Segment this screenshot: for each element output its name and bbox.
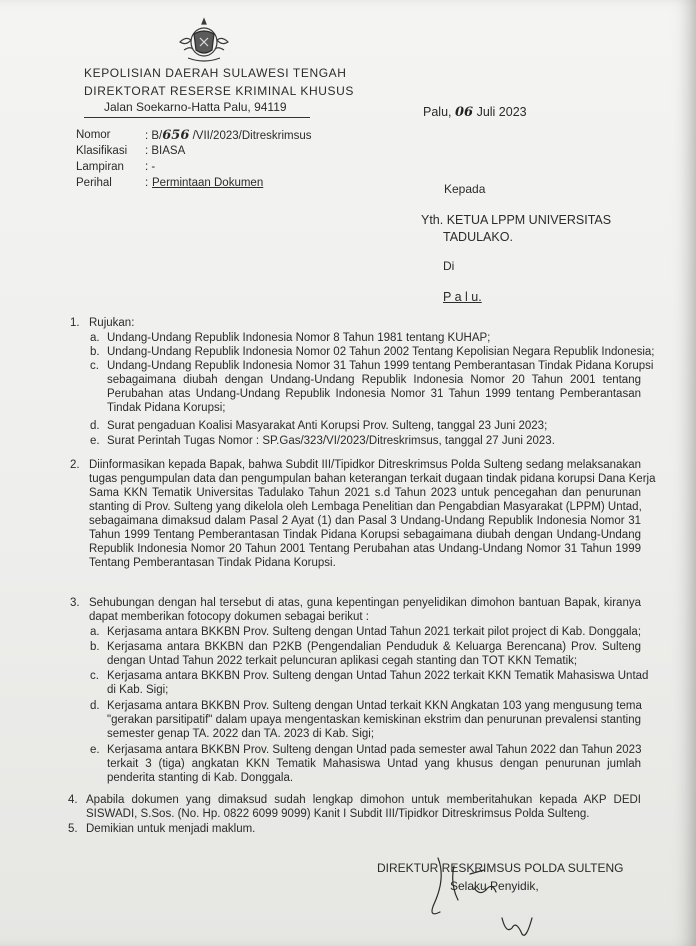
p1e-letter: e. [90,435,100,447]
p1a-letter: a. [90,332,100,344]
org-name-line2: DIREKTORAT RESERSE KRIMINAL KHUSUS [84,84,355,98]
p3c-text-line2: di Kab. Sigi; [107,684,169,696]
p3c-text-line1: Kerjasama antara BKKBN Prov. Sulteng dengan Untad Tahun 2022 terkait KKN Tematik Mahasiswa Untad [107,670,649,682]
handwritten-signature [410,848,540,943]
klasifikasi-label: Klasifikasi [76,145,128,157]
p1c-text-line2: sebagaimana diubah dengan Undang-Undang Republik Indonesia Nomor 20 Tahun 2001 tentang [107,374,641,386]
lampiran-value: : - [145,161,156,173]
p3d-text-line3: semester genap TA. 2022 dan TA. 2023 di Kab. Sigi; [107,728,375,740]
recipient-di: Di [443,259,455,273]
p1c-letter: c. [90,360,99,372]
p3d-text-line2: "gerakan parsitipatif" dalam upaya mengentaskan kemiskinan ekstrim dan penurunan prevalensi stanting [107,714,641,726]
p2-line1: Diinformasikan kepada Bapak, bahwa Subdit III/Tipidkor Ditreskrimsus Polda Sulteng sedang melaksanakan [89,459,641,471]
p1a-text: Undang-Undang Republik Indonesia Nomor 8 Tahun 1981 tentang KUHAP; [107,332,491,344]
kepada-label: Kepada [444,182,486,196]
letter-date [423,106,527,119]
p3e-text-line2: terkait 3 (tiga) angkatan KKN Tematik Mahasiswa Untad yang khusus dengan penurunan jumlah [107,758,641,770]
p5-number: 5. [68,823,78,835]
p3-line2: dapat memberikan fotocopy dokumen sebagai berikut : [89,611,369,623]
p1-title: Rujukan: [89,317,135,329]
p2-line4: stanting di Prov. Sulteng yang dikelola oleh Lembaga Penelitian dan Pengabdian Masyarakat (LPPM) Untad, [89,501,642,513]
p1-number: 1. [70,317,80,329]
recipient-city: P a l u. [443,290,482,304]
p3-line1: Sehubungan dengan hal tersebut di atas, guna kepentingan penyelidikan dimohon bantuan Bapak, kiranya [89,597,641,609]
p3e-text-line1: Kerjasama antara BKKBN Prov. Sulteng dengan Untad pada semester awal Tahun 2022 dan Tahun 2023 [107,744,642,756]
p3e-letter: e. [90,744,100,756]
nomor-label: Nomor [76,129,111,141]
org-name-line1: KEPOLISIAN DAERAH SULAWESI TENGAH [84,66,347,80]
p2-line7: Republik Indonesia Nomor 20 Tahun 2001 Tentang Perubahan atas Undang-Undang Nomor 31 Tahun 1999 [89,543,641,555]
recipient-line2: TADULAKO. [443,230,513,244]
date-month-year: Juli 2023 [476,105,527,119]
police-crest-logo [176,16,232,64]
lampiran-label: Lampiran [76,161,124,173]
perihal-value: Permintaan Dokumen [152,177,264,189]
p1e-text: Surat Perintah Tugas Nomor : SP.Gas/323/VI/2023/Ditreskrimsus, tanggal 27 Juni 2023. [107,435,555,447]
p1d-text: Surat pengaduan Koalisi Masyarakat Anti Korupsi Prov. Sulteng, tanggal 23 Juni 2023; [107,420,548,432]
nomor-value [145,129,311,143]
p4-number: 4. [68,794,78,806]
nomor-prefix: : B/ [145,130,163,142]
p4-line2: SISWADI, S.Sos. (No. Hp. 0822 6099 9099) Kanit I Subdit III/Tipidkor Ditreskrimsus Polda Sulteng. [86,808,590,820]
p2-line8: Tentang Pemberantasan Tindak Pidana Korupsi. [89,557,336,569]
nomor-handwritten: 656 [162,128,190,143]
p3a-letter: a. [90,626,100,638]
p2-line5: sebagaimana dimaksud dalam Pasal 2 Ayat (1) dan Pasal 3 Undang-Undang Republik Indonesia Nomor 31 [89,515,641,527]
p3c-letter: c. [90,670,99,682]
perihal-colon: : [145,177,149,189]
p1c-text-line3: Perubahan atas Undang-Undang Republik Indonesia Nomor 31 Tahun 1999 tentang Pemberantasan [107,388,641,400]
p3b-text-line2: dengan Untad Tahun 2022 terkait peluncuran aplikasi cegah stanting dan TOT KKN Tematik; [107,655,578,667]
p2-line2: tugas pengumpulan data dan pengumpulan bahan keterangan terkait dugaan tindak pidana korupsi Dana Kerja [89,473,656,485]
perihal-label: Perihal [76,177,112,189]
p3-number: 3. [70,597,80,609]
signature-subtitle: Selaku Penyidik, [450,879,539,893]
p4-line1: Apabila dokumen yang dimaksud sudah lengkap dimohon untuk memberitahukan kepada AKP DEDI [86,794,641,806]
p1c-text-line1: Undang-Undang Republik Indonesia Nomor 31 Tahun 1999 tentang Pemberantasan Tindak Pidana Korupsi [107,360,654,372]
p3d-letter: d. [90,700,100,712]
p3d-text-line1: Kerjasama antara BKKBN Prov. Sulteng dengan Untad terkait KKN Angkatan 103 yang mengusung tema [107,700,642,712]
org-address: Jalan Soekarno-Hatta Palu, 94119 [104,100,287,114]
p3e-text-line3: penderita stanting di Kab. Donggala. [107,772,294,784]
date-handwritten-day: 06 [454,105,474,120]
klasifikasi-value: : BIASA [145,145,186,157]
p1c-text-line4: Tindak Pidana Korupsi; [107,402,226,414]
recipient-line1: Yth. KETUA LPPM UNIVERSITAS [421,213,612,227]
p2-line3: Sama KKN Tematik Universitas Tadulako Tahun 2021 s.d Tahun 2023 untuk pencegahan dan penurunan [89,487,641,499]
date-place: Palu, [423,105,452,119]
p1b-letter: b. [90,346,100,358]
p5-text: Demikian untuk menjadi maklum. [86,823,256,835]
p1b-text: Undang-Undang Republik Indonesia Nomor 02 Tahun 2002 Tentang Kepolisian Negara Republik Indonesia; [107,346,655,358]
p2-number: 2. [70,459,80,471]
p1d-letter: d. [90,420,100,432]
p2-line6: Tahun 1999 Tentang Pemberantasan Tindak Pidana Korupsi sebagaimana diubah dengan Undang-Undang [89,529,641,541]
signature-title: DIREKTUR RESKRIMSUS POLDA SULTENG [377,861,624,875]
p3a-text: Kerjasama antara BKKBN Prov. Sulteng dengan Untad Tahun 2021 terkait pilot project di Kab. Donggala; [107,626,642,638]
header-rule [84,117,310,118]
p3b-text-line1: Kerjasama antara BKKBN dan P2KB (Pengendalian Penduduk & Keluarga Berencana) Prov. Sulteng [107,641,641,653]
nomor-suffix: /VII/2023/Ditreskrimsus [192,130,312,142]
p3b-letter: b. [90,641,100,653]
